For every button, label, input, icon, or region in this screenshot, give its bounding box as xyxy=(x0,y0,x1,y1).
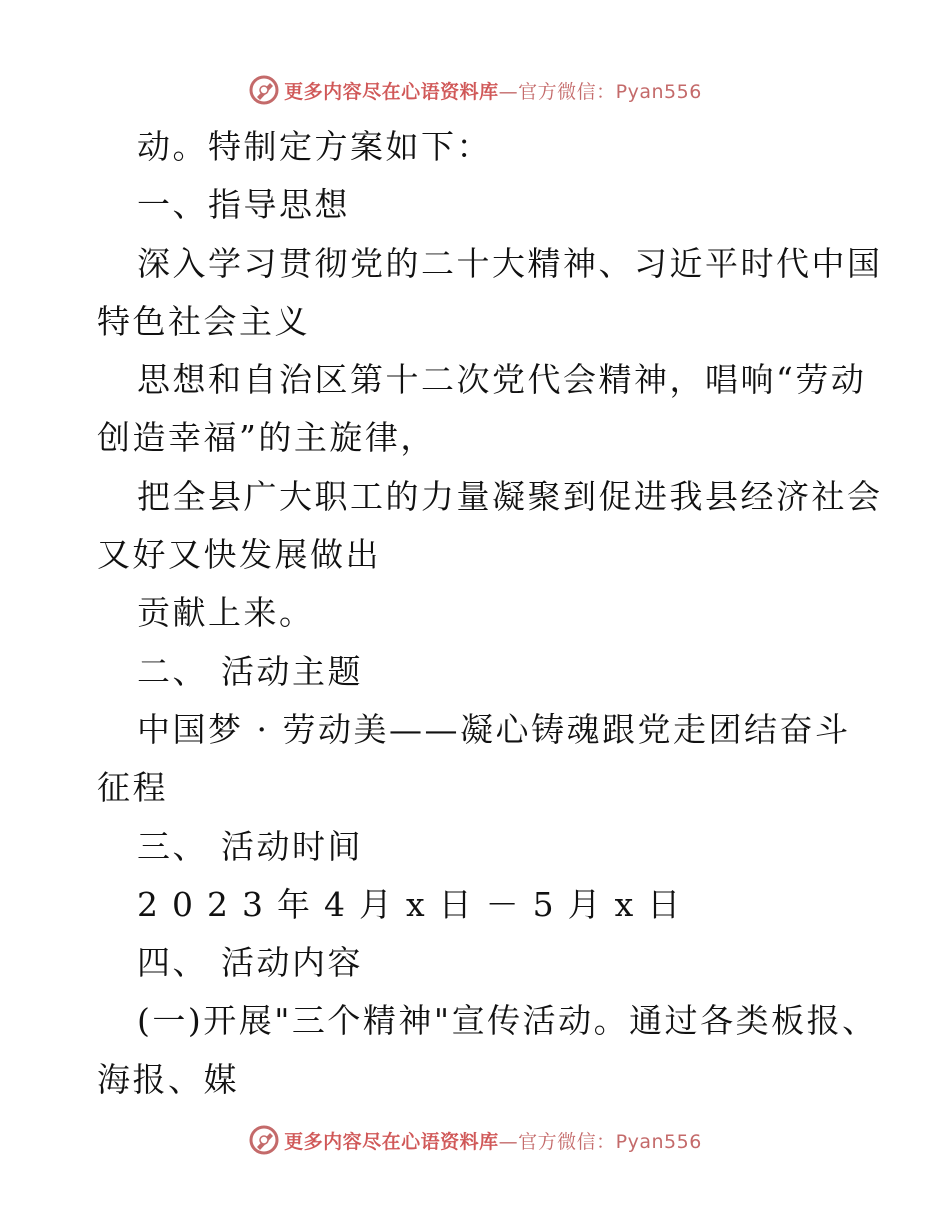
date-range-line: 2023年4月x日－5月x日 xyxy=(137,884,695,924)
paragraph-line: (一)开展"三个精神"宣传活动。通过各类板报、 xyxy=(137,1001,878,1041)
paragraph-line: 海报、媒 xyxy=(97,1059,239,1099)
paragraph-line: 特色社会主义 xyxy=(97,301,310,341)
paragraph-line: 深入学习贯彻党的二十大精神、习近平时代中国 xyxy=(137,243,883,283)
paragraph-line: 动。特制定方案如下： xyxy=(137,127,492,166)
watermark-contact: —官方微信：Pyan556 xyxy=(498,1130,702,1153)
section-heading: 四、 活动内容 xyxy=(137,943,363,983)
watermark-brand: 更多内容尽在心语资料库 xyxy=(284,80,499,103)
watermark-contact: —官方微信：Pyan556 xyxy=(498,80,702,103)
paragraph-line: 思想和自治区第十二次党代会精神，唱响“劳动 xyxy=(137,360,867,400)
seal-logo-icon xyxy=(248,74,280,106)
paragraph-line: 创造幸福”的主旋律， xyxy=(97,418,436,458)
paragraph-line: 把全县广大职工的力量凝聚到促进我县经济社会 xyxy=(137,476,883,516)
paragraph-line: 征程 xyxy=(97,768,168,808)
seal-logo-icon xyxy=(248,1124,280,1156)
section-heading: 二、 活动主题 xyxy=(137,651,363,691)
watermark-text xyxy=(284,1127,702,1154)
footer-watermark xyxy=(0,1120,950,1160)
document-body xyxy=(97,118,883,1109)
section-heading: 一、指导思想 xyxy=(137,185,350,225)
section-heading: 三、 活动时间 xyxy=(137,826,363,866)
paragraph-line: 中国梦 · 劳动美——凝心铸魂跟党走团结奋斗 xyxy=(137,709,851,749)
watermark-text xyxy=(284,77,702,104)
paragraph-line: 贡献上来。 xyxy=(137,593,315,633)
header-watermark xyxy=(0,70,950,110)
paragraph-line: 又好又快发展做出 xyxy=(97,535,381,575)
watermark-brand: 更多内容尽在心语资料库 xyxy=(284,1130,499,1153)
